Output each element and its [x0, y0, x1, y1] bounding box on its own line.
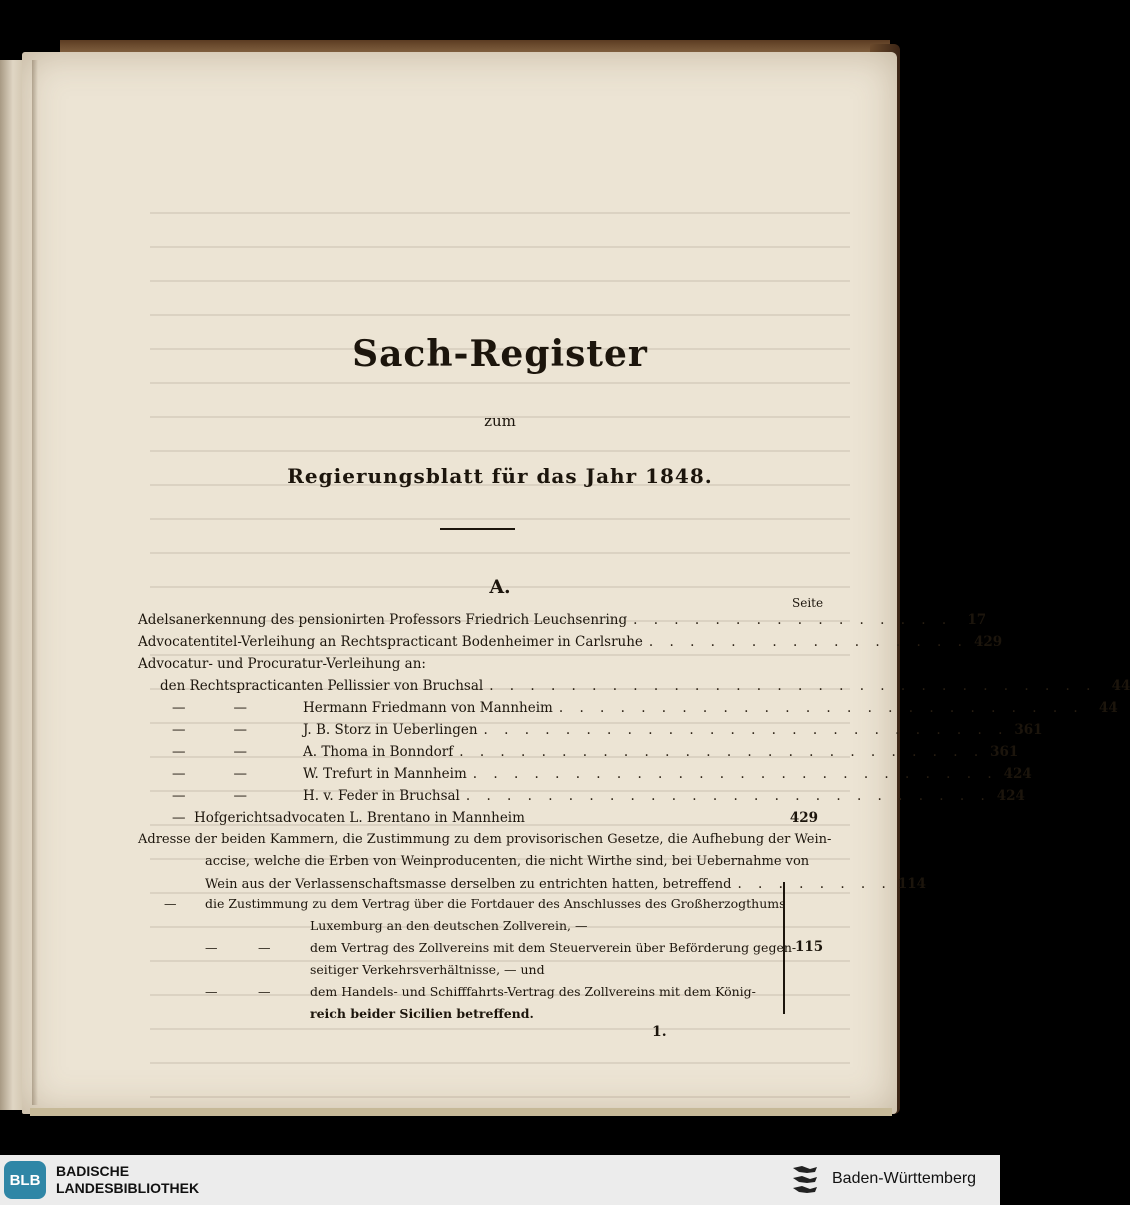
- entry-text: Advocatentitel-Verleihung an Rechtspracticant Bodenheimer in Carlsruhe: [138, 634, 643, 650]
- adresse-line-2: accise, welche die Erben von Weinproducenten, die nicht Wirthe sind, bei Uebernahme von: [205, 854, 810, 869]
- blb-logo[interactable]: BLB: [4, 1161, 46, 1199]
- leader-dots: . . . . . . . . . . . . . . . .: [648, 634, 968, 650]
- adresse-line-1: Adresse der beiden Kammern, die Zustimmung zu dem provisorischen Gesetze, die Aufhebung der Wein-: [138, 832, 832, 847]
- leader-dots: . . . . . . . . . . . . . . . . . . . . . . . . . .: [483, 722, 1009, 738]
- document-zum: zum: [484, 412, 516, 430]
- entry-text: Adelsanerkennung des pensionirten Professors Friedrich Leuchsenring: [138, 612, 628, 628]
- leader-dots: . . . . . . . . . . . . . . . . . . . . . . . . . .: [465, 788, 991, 804]
- title-rule: [440, 528, 515, 530]
- entry-page: 17: [967, 612, 987, 628]
- entry-page: 429: [973, 634, 1003, 650]
- leader-dots: . . . . . . . . . . . . . . . . . . . . . . . . . .: [459, 744, 985, 760]
- blb-name-line-1: BADISCHE: [56, 1163, 130, 1179]
- leader-dots: . . . . . . . . . . . . . . . . . . . . . . . . . . . . . .: [489, 678, 1097, 694]
- sub-line-3: dem Vertrag des Zollvereins mit dem Steuerverein über Beförderung gegen-: [310, 940, 797, 955]
- entry-page: 424: [996, 788, 1025, 804]
- brace: [783, 882, 795, 1014]
- ditto-dash: —: [233, 700, 247, 716]
- entry-text: den Rechtspracticanten Pellissier von Bruchsal: [160, 678, 484, 694]
- index-entry: [172, 807, 818, 829]
- index-entry: [172, 719, 1043, 741]
- entry-text: Wein aus der Verlassenschaftsmasse derselben zu entrichten hatten, betreffend: [205, 877, 732, 892]
- footer-bar: [0, 1155, 1000, 1205]
- entry-text: W. Trefurt in Mannheim: [303, 766, 467, 782]
- ditto-dash: —: [258, 940, 271, 955]
- index-entry: [160, 675, 1130, 697]
- page-bottom-edge: [30, 1108, 892, 1116]
- ditto-dash: —: [164, 896, 177, 911]
- brace-page: 115: [795, 939, 824, 955]
- entry-text: Hofgerichtsadvocaten L. Brentano in Mannheim: [194, 810, 525, 826]
- sub-line-5: dem Handels- und Schifffahrts-Vertrag des Zollvereins mit dem König-: [310, 984, 756, 999]
- adresse-line-3: [205, 873, 926, 895]
- blb-name[interactable]: [56, 1163, 199, 1197]
- entry-page: 361: [1014, 722, 1043, 738]
- leader-dots: . . . . . . . . . . . . . . . . . . . . . . . . . .: [472, 766, 998, 782]
- ditto-dash: —: [205, 940, 218, 955]
- index-entry: [172, 697, 1118, 719]
- index-entry: [138, 631, 1003, 653]
- page-number: 1.: [652, 1024, 667, 1040]
- sub-line-2: Luxemburg an den deutschen Zollverein, —: [310, 918, 588, 933]
- entry-page: 429: [789, 810, 818, 826]
- ditto-dash: —: [233, 722, 247, 738]
- index-entry: [172, 741, 1019, 763]
- ditto-dash: —: [233, 766, 247, 782]
- entry-text: J. B. Storz in Ueberlingen: [303, 722, 478, 738]
- entry-text: A. Thoma in Bonndorf: [303, 744, 454, 760]
- ditto-dash: —: [233, 788, 247, 804]
- sub-line-6: reich beider Sicilien betreffend.: [310, 1006, 534, 1021]
- section-letter: A.: [489, 576, 511, 598]
- seite-label: Seite: [792, 596, 824, 610]
- entry-page: 424: [1003, 766, 1032, 782]
- index-entry: [138, 609, 987, 631]
- ditto-dash: —: [172, 788, 186, 804]
- index-heading: Advocatur- und Procuratur-Verleihung an:: [138, 656, 426, 672]
- entry-text: Hermann Friedmann von Mannheim: [303, 700, 553, 716]
- ditto-dash: —: [172, 810, 186, 826]
- sub-line-4: seitiger Verkehrsverhältnisse, — und: [310, 962, 545, 977]
- leader-dots: . . . . . . . .: [737, 876, 892, 892]
- ditto-dash: —: [172, 766, 186, 782]
- baden-wuerttemberg-lions-icon: [790, 1163, 820, 1197]
- entry-page: 44: [1098, 700, 1118, 716]
- document-subtitle: Regierungsblatt für das Jahr 1848.: [287, 464, 713, 488]
- blb-name-line-2: LANDESBIBLIOTHEK: [56, 1180, 200, 1196]
- document-title: Sach-Register: [352, 333, 648, 375]
- leader-dots: . . . . . . . . . . . . . . . . . . . . . . . . . .: [558, 700, 1084, 716]
- ditto-dash: —: [172, 744, 186, 760]
- index-entry: [172, 785, 1025, 807]
- ditto-dash: —: [172, 722, 186, 738]
- index-entry: [172, 763, 1032, 785]
- leader-dots: . . . . . . . . . . . . . . . .: [633, 612, 953, 628]
- entry-page: 44: [1111, 678, 1130, 694]
- ditto-dash: —: [233, 744, 247, 760]
- ditto-dash: —: [172, 700, 186, 716]
- bw-name[interactable]: Baden-Württemberg: [832, 1170, 977, 1187]
- entry-page: 114: [897, 876, 926, 892]
- entry-text: H. v. Feder in Bruchsal: [303, 788, 460, 804]
- entry-page: 361: [990, 744, 1019, 760]
- ditto-dash: —: [258, 984, 271, 999]
- ditto-dash: —: [205, 984, 218, 999]
- sub-line-1: die Zustimmung zu dem Vertrag über die Fortdauer des Anschlusses des Großherzogthums: [205, 896, 786, 911]
